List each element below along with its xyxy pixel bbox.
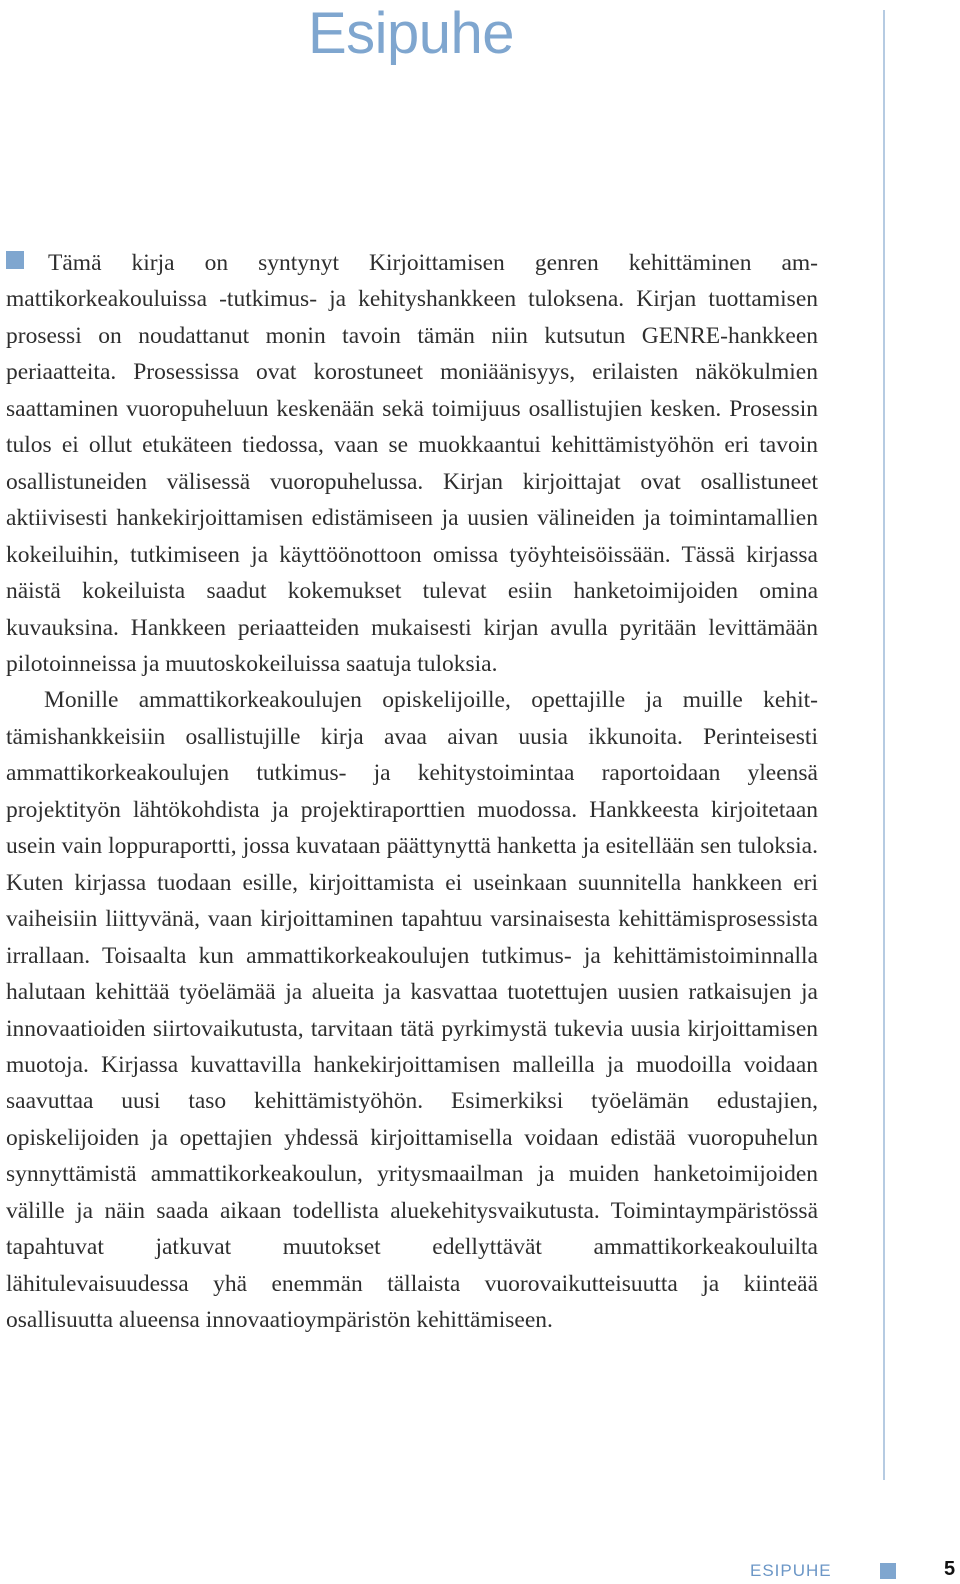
page-number: 5 [944, 1558, 956, 1580]
vertical-rule [883, 10, 885, 1480]
paragraph-1-text: Tämä kirja on syntynyt Kirjoittamisen genren kehittäminen ammattikorkeakouluissa -tutkimus- ja kehityshankkeen tuloksena. Kirjan tuottamisen prosessi on noudattanut monin tavoin tämän niin kutsutun GENRE-hankkeen periaatteita. Prosessissa ovat korostuneet moniäänisyys, erilaisten näkökulmien saattaminen vuoropuheluun keskenään sekä toimijuus osallistujien kesken. Prosessin tulos ei ollut etukäteen tiedossa, vaan se muokkaantui kehittämistyöhön eri tavoin osallistuneiden välisessä vuoropuhelussa. Kirjan kirjoittajat ovat osallistuneet aktiivisesti hankekirjoittamisen edistämiseen ja uusien välineiden ja toimintamallien kokeiluihin, tutkimiseen ja käyttöönottoon omissa työyhteisöissään. Tässä kirjassa näistä kokeiluista saadut kokemukset tulevat esiin hanketoimijoiden omina kuvauksina. Hankkeen periaatteiden mukaisesti kirjan avulla pyritään levittämään pilotoinneissa ja muutoskokeiluissa saatuja tuloksia. [6, 250, 818, 677]
page-footer [0, 1555, 960, 1583]
paragraph-2: Monille ammattikorkeakoulujen opiskelijoille, opettajille ja muille kehittämishankkeisiin osallistujille kirja avaa aivan uusia ikkunoita. Perinteisesti ammattikorkeakoulujen tutkimus- ja kehitystoimintaa raportoidaan yleensä projektityön lähtökohdista ja projektiraporttien muodossa. Hankkeesta kirjoitetaan usein vain loppuraportti, jossa kuvataan päättynyttä hanketta ja esitellään sen tuloksia. Kuten kirjassa tuodaan esille, kirjoittamista ei useinkaan suunnitella hankkeen eri vaiheisiin liittyvänä, vaan kirjoittaminen tapahtuu varsinaisesta kehittämisprosessista irrallaan. Toisaalta kun ammattikorkeakoulujen tutkimus- ja kehittämistoiminnalla halutaan kehittää työelämää ja alueita ja kasvattaa tuotettujen uusien ratkaisujen ja innovaatioiden siirtovaikutusta, tarvitaan tätä pyrkimystä tukevia uusia kirjoittamisen muotoja. Kirjassa kuvattavilla hankekirjoittamisen malleilla ja muodoilla voidaan saavuttaa uusi taso kehittämistyöhön. Esimerkiksi työelämän edustajien, opiskelijoiden ja opettajien yhdessä kirjoittamisella voidaan edistää vuoropuhelun synnyttämistä ammattikorkeakoulun, yritysmaailman ja muiden hanketoimijoiden välille ja näin saada aikaan todellista aluekehitysvaikutusta. Toimintaympäristössä tapahtuvat jatkuvat muutokset edellyttävät ammattikorkeakouluilta lähitulevaisuudessa yhä enemmän tällaista vuorovaikutteisuutta ja kiinteää osallisuutta alueensa innovaatioympäristön kehittämiseen. [6, 687, 818, 1334]
running-footer-label: ESIPUHE [750, 1561, 832, 1580]
body-text [6, 245, 818, 1339]
paragraph-1 [6, 245, 818, 682]
bullet-square-icon [6, 251, 24, 269]
footer-square-icon [880, 1563, 896, 1579]
page-title: Esipuhe [307, 1, 515, 66]
